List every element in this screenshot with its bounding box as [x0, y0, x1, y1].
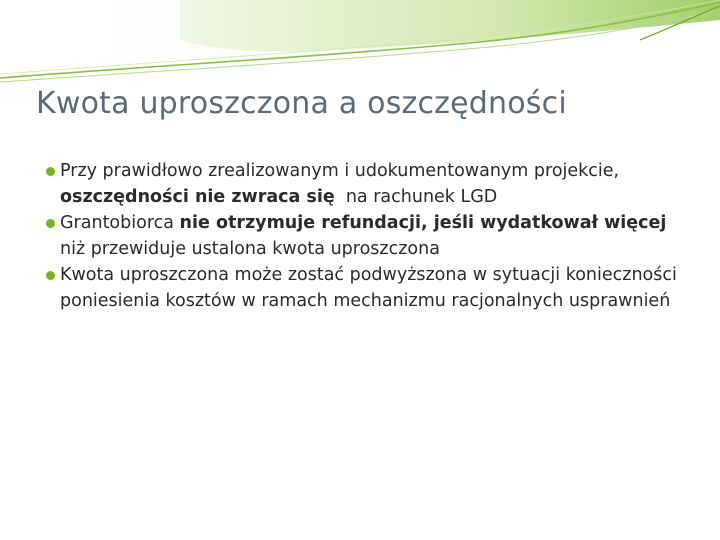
bullet-text-bold: nie otrzymuje refundacji, jeśli wydatkował więcej	[179, 213, 667, 233]
bullet-item	[46, 210, 686, 262]
bullet-text-part: Grantobiorca	[60, 213, 180, 233]
bullet-text	[60, 158, 686, 210]
bullet-dot-icon	[46, 219, 55, 228]
bullet-text	[60, 262, 686, 314]
header-wave-decoration	[0, 0, 720, 90]
slide-title: Kwota uproszczona a oszczędności	[36, 86, 567, 121]
bullet-list	[46, 158, 686, 314]
bullet-text-part: Kwota uproszczona może zostać podwyższona w sytuacji konieczności poniesienia kosztów w ramach mechanizmu racjonalnych usprawnień	[60, 265, 683, 311]
bullet-text-part: niż przewiduje ustalona kwota uproszczona	[60, 213, 672, 259]
bullet-dot-icon	[46, 271, 55, 280]
bullet-dot-icon	[46, 167, 55, 176]
bullet-text	[60, 210, 686, 262]
bullet-item	[46, 262, 686, 314]
bullet-text-part: na rachunek LGD	[334, 187, 498, 207]
bullet-item	[46, 158, 686, 210]
bullet-text-part: Przy prawidłowo zrealizowanym i udokumentowanym projekcie,	[60, 161, 625, 181]
bullet-text-bold: oszczędności nie zwraca się	[60, 187, 335, 207]
